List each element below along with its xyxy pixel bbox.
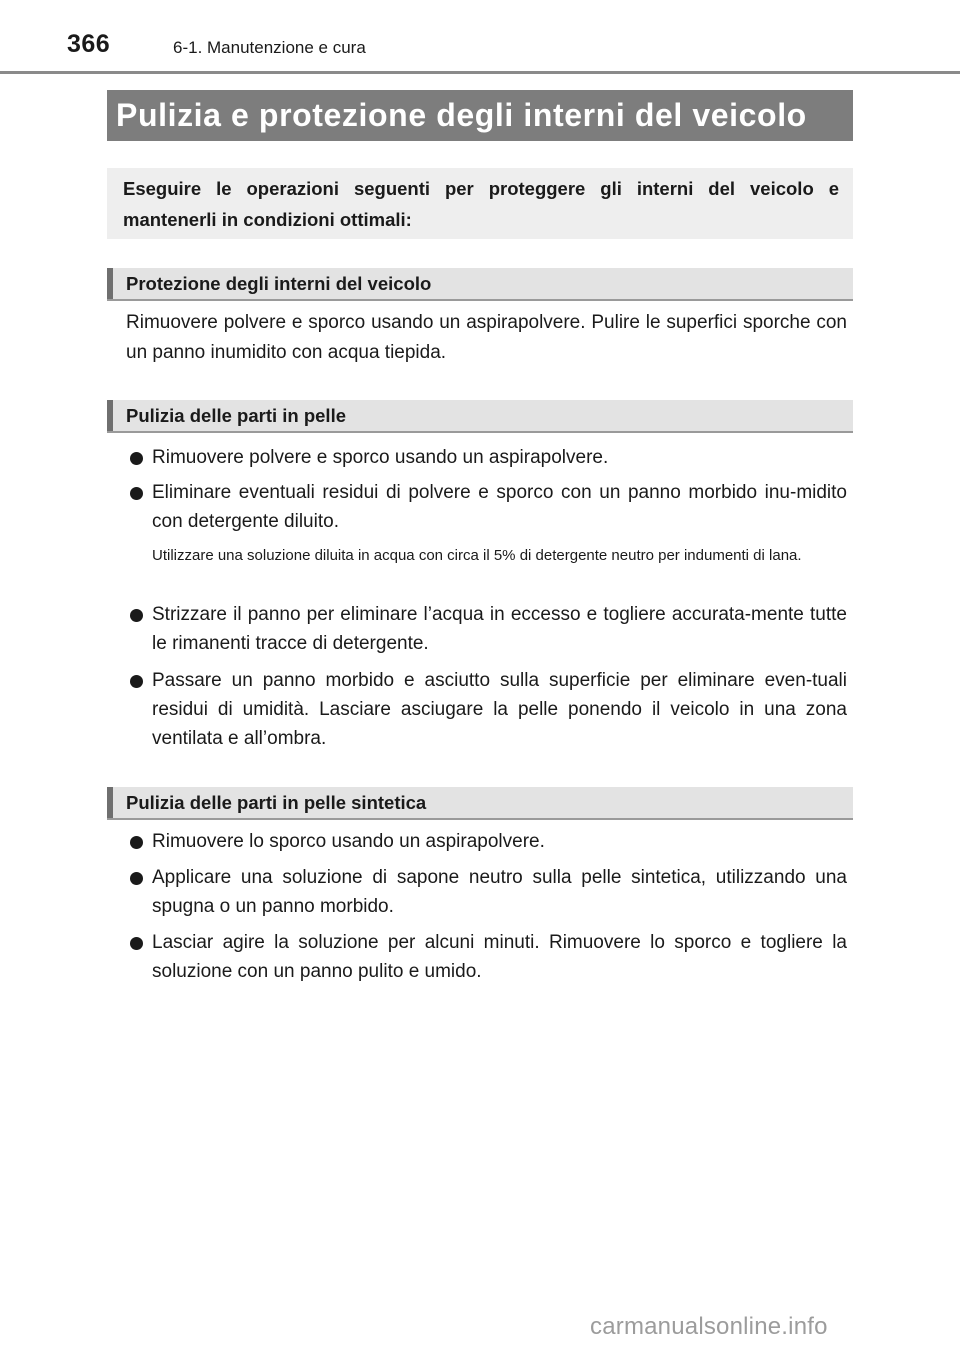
- bullet-icon: [130, 609, 143, 622]
- bullet-icon: [130, 452, 143, 465]
- section-reference: 6-1. Manutenzione e cura: [173, 38, 366, 57]
- section-heading-pelle-sintetica: [107, 787, 853, 820]
- heading-accent: [107, 268, 113, 299]
- watermark[interactable]: carmanualsonline.info: [590, 1313, 828, 1340]
- header-divider: [0, 71, 960, 74]
- intro-box: Eseguire le operazioni seguenti per proteggere gli interni del veicolo e mantenerli in condizioni ottimali:: [107, 168, 853, 239]
- section-paragraph: Rimuovere polvere e sporco usando un aspirapolvere. Pulire le superfici sporche con un panno inumidito con acqua tiepida.: [126, 312, 847, 363]
- section-heading-pelle: [107, 400, 853, 433]
- section-heading-label: Pulizia delle parti in pelle: [126, 405, 347, 426]
- page-number: 366: [67, 30, 111, 58]
- page-header: [0, 0, 960, 74]
- list-item-text: Eliminare eventuali residui di polvere e sporco con un panno morbido inu-midito con detergente diluito.: [152, 482, 847, 532]
- list-item-text: Applicare una soluzione di sapone neutro sulla pelle sintetica, utilizzando una spugna o un panno morbido.: [152, 867, 847, 917]
- list-item-text: Strizzare il panno per eliminare l’acqua in eccesso e togliere accurata-mente tutte le rimanenti tracce di detergente.: [152, 604, 847, 654]
- page-title: Pulizia e protezione degli interni del veicolo: [107, 90, 853, 141]
- list-item: [130, 863, 847, 921]
- list-item: [130, 443, 847, 472]
- bullet-icon: [130, 836, 143, 849]
- list-item: [130, 600, 847, 658]
- section-heading-label: Pulizia delle parti in pelle sintetica: [126, 792, 427, 813]
- list-item-text: Rimuovere polvere e sporco usando un aspirapolvere.: [152, 447, 609, 468]
- list-item: [130, 478, 847, 536]
- section-heading-protezione: [107, 268, 853, 301]
- list-item: [130, 928, 847, 986]
- bullet-icon: [130, 487, 143, 500]
- list-item-text: Passare un panno morbido e asciutto sulla superficie per eliminare even-tuali residui di umidità. Lasciare asciugare la pelle ponendo il veicolo in una zona ventilata e all’ombra.: [152, 670, 847, 749]
- heading-accent: [107, 787, 113, 818]
- bullet-icon: [130, 937, 143, 950]
- bullet-icon: [130, 872, 143, 885]
- list-item-text: Lasciar agire la soluzione per alcuni minuti. Rimuovere lo sporco e togliere la soluzione con un panno pulito e umido.: [152, 932, 847, 982]
- bullet-icon: [130, 675, 143, 688]
- list-item-text: Rimuovere lo sporco usando un aspirapolvere.: [152, 831, 545, 852]
- note-text: Utilizzare una soluzione diluita in acqua con circa il 5% di detergente neutro per indumenti di lana.: [152, 547, 802, 564]
- heading-accent: [107, 400, 113, 431]
- section-heading-label: Protezione degli interni del veicolo: [126, 273, 432, 294]
- list-item: [130, 666, 847, 753]
- list-item: [130, 827, 847, 856]
